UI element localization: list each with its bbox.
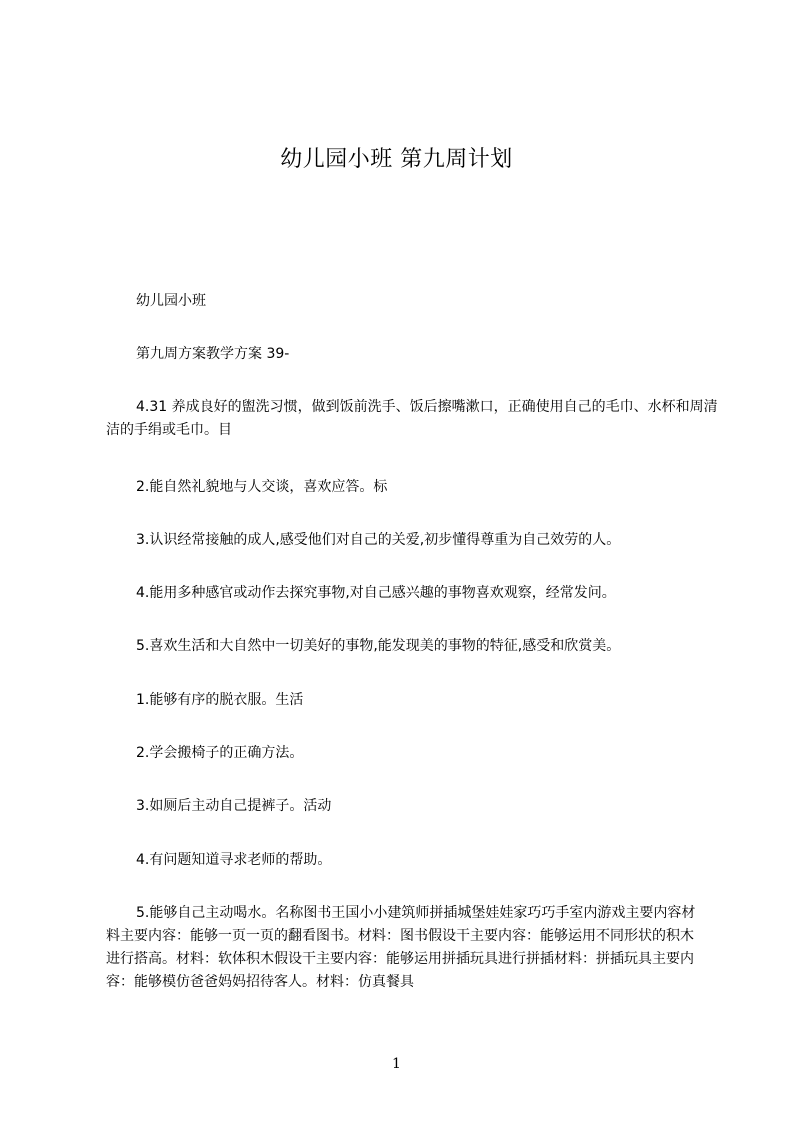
paragraph-goal-1: 4.31 养成良好的盥洗习惯，做到饭前洗手、饭后擦嘴漱口，正确使用自己的毛巾、水杯和周清洁的手绢或毛巾。目: [106, 399, 718, 438]
paragraph-goal-4: 4.能用多种感官或动作去探究事物,对自己感兴趣的事物喜欢观察，经常发问。: [136, 585, 616, 601]
paragraph-goal-5: 5.喜欢生活和大自然中一切美好的事物,能发现美的事物的特征,感受和欣赏美。: [136, 638, 621, 654]
paragraph-goal-3: 3.认识经常接触的成人,感受他们对自己的关爱,初步懂得尊重为自己效劳的人。: [136, 532, 621, 548]
paragraph-life-2: 2.学会搬椅子的正确方法。: [136, 745, 304, 761]
paragraph-goal-2: 2.能自然礼貌地与人交谈，喜欢应答。标: [136, 479, 388, 495]
paragraph-life-1: 1.能够有序的脱衣服。生活: [136, 692, 304, 708]
page-number: 1: [392, 1056, 401, 1072]
document-title: 幼儿园小班 第九周计划: [280, 147, 513, 172]
paragraph-activities: 5.能够自己主动喝水。名称图书王国小小建筑师拼插城堡娃娃家巧巧手室内游戏主要内容材料主要内容：能够一页一页的翻看图书。材料：图书假设干主要内容：能够运用不同形状的积木进行搭高。材料：软体积木假设干主要内容：能够运用拼插玩具进行拼插材料：拼插玩具主要内容：能够模仿爸爸妈妈招待客人。材料：仿真餐具: [106, 905, 696, 990]
paragraph-plan-heading: 第九周方案教学方案 39-: [136, 346, 290, 362]
paragraph-class-name: 幼儿园小班: [136, 293, 206, 309]
paragraph-life-3: 3.如厕后主动自己提裤子。活动: [136, 798, 332, 814]
paragraph-life-4: 4.有问题知道寻求老师的帮助。: [136, 852, 332, 868]
